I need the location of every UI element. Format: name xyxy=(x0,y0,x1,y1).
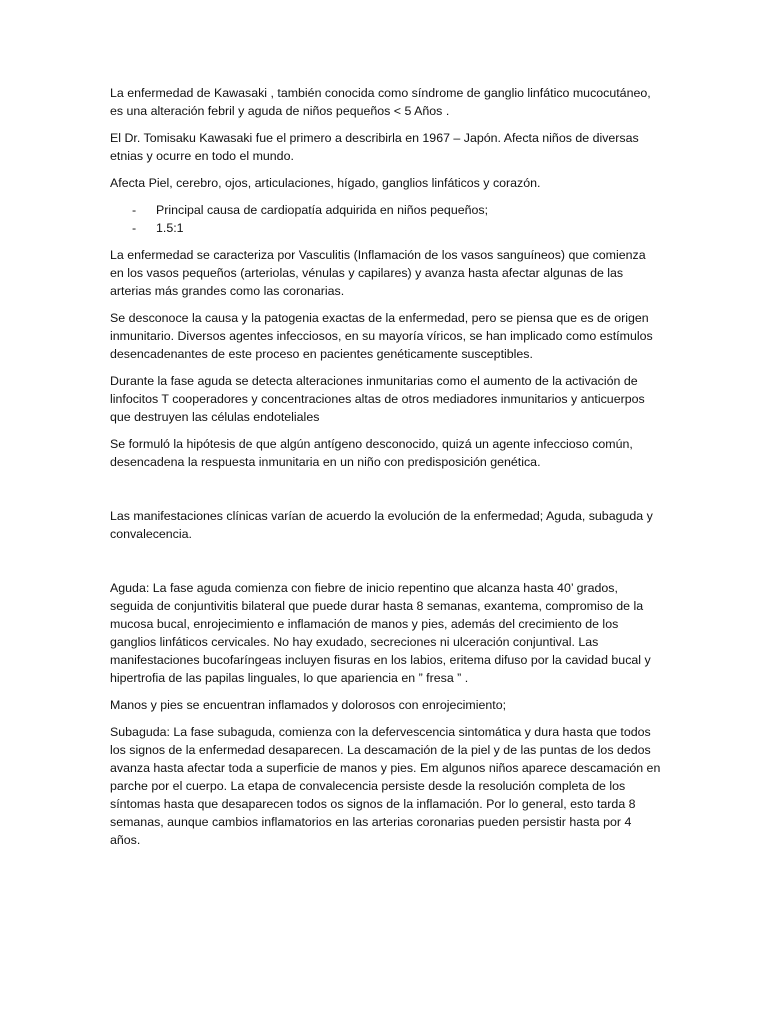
bullet-marker: - xyxy=(132,203,137,217)
list-item xyxy=(110,219,662,237)
paragraph-subacute-phase: Subaguda: La fase subaguda, comienza con la defervescencia sintomática y dura hasta que todos los signos de la enfermedad desaparecen. La descamación de la piel y de las puntas de los dedos avanza hasta afectar toda a superficie de manos y pies. Em algunos niños aparece descamación en parche por el cuerpo. La etapa de convalecencia persiste desde la resolución completa de los síntomas hasta que desaparecen todos os signos de la inflamación. Por lo general, esto tarda 8 semanas, aunque cambios inflamatorios en las arterias coronarias pueden persistir hasta por 4 años. xyxy=(110,725,661,847)
bullet-text: 1.5:1 xyxy=(156,221,184,235)
bullet-marker: - xyxy=(132,221,137,235)
blank-line xyxy=(110,480,662,507)
blank-line xyxy=(110,552,662,579)
document-page xyxy=(110,84,662,858)
paragraph-affected-organs: Afecta Piel, cerebro, ojos, articulaciones, hígado, ganglios linfáticos y corazón. xyxy=(110,176,541,190)
paragraph-vasculitis: La enfermedad se caracteriza por Vasculitis (Inflamación de los vasos sanguíneos) que comienza en los vasos pequeños (arteriolas, vénulas y capilares) y avanza hasta afectar algunas de las arterias más grandes como las coronarias. xyxy=(110,248,646,298)
paragraph-immune-alterations: Durante la fase aguda se detecta alteraciones inmunitarias como el aumento de la activación de linfocitos T cooperadores y concentraciones altas de otros mediadores inmunitarios y anticuerpos que destruyen las células endoteliales xyxy=(110,374,645,424)
bullet-list xyxy=(110,201,662,237)
paragraph-hands-feet: Manos y pies se encuentran inflamados y dolorosos con enrojecimiento; xyxy=(110,698,507,712)
paragraph-history: El Dr. Tomisaku Kawasaki fue el primero a describirla en 1967 – Japón. Afecta niños de diversas etnias y ocurre en todo el mundo. xyxy=(110,131,639,163)
paragraph-intro: La enfermedad de Kawasaki , también conocida como síndrome de ganglio linfático mucocutáneo, es una alteración febril y aguda de niños pequeños < 5 Años . xyxy=(110,86,651,118)
bullet-text: Principal causa de cardiopatía adquirida en niños pequeños; xyxy=(156,203,489,217)
paragraph-etiology: Se desconoce la causa y la patogenia exactas de la enfermedad, pero se piensa que es de origen inmunitario. Diversos agentes infecciosos, en su mayoría víricos, se han implicado como estímulos desencadenantes de este proceso en pacientes genéticamente susceptibles. xyxy=(110,311,653,361)
paragraph-hypothesis: Se formuló la hipótesis de que algún antígeno desconocido, quizá un agente infeccioso común, desencadena la respuesta inmunitaria en un niño con predisposición genética. xyxy=(110,437,633,469)
paragraph-manifestations: Las manifestaciones clínicas varían de acuerdo la evolución de la enfermedad; Aguda, subaguda y convalecencia. xyxy=(110,509,653,541)
paragraph-acute-phase: Aguda: La fase aguda comienza con fiebre de inicio repentino que alcanza hasta 40’ grados, seguida de conjuntivitis bilateral que puede durar hasta 8 semanas, exantema, compromiso de la mucosa bucal, enrojecimiento e inflamación de manos y pies, además del crecimiento de los ganglios linfáticos cervicales. No hay exudado, secreciones ni ulceración conjuntival. Las manifestaciones bucofaríngeas incluyen fisuras en los labios, eritema difuso por la cavidad bucal y hipertrofia de las papilas linguales, lo que apariencia en ” fresa ” . xyxy=(110,581,651,685)
list-item xyxy=(110,201,662,219)
